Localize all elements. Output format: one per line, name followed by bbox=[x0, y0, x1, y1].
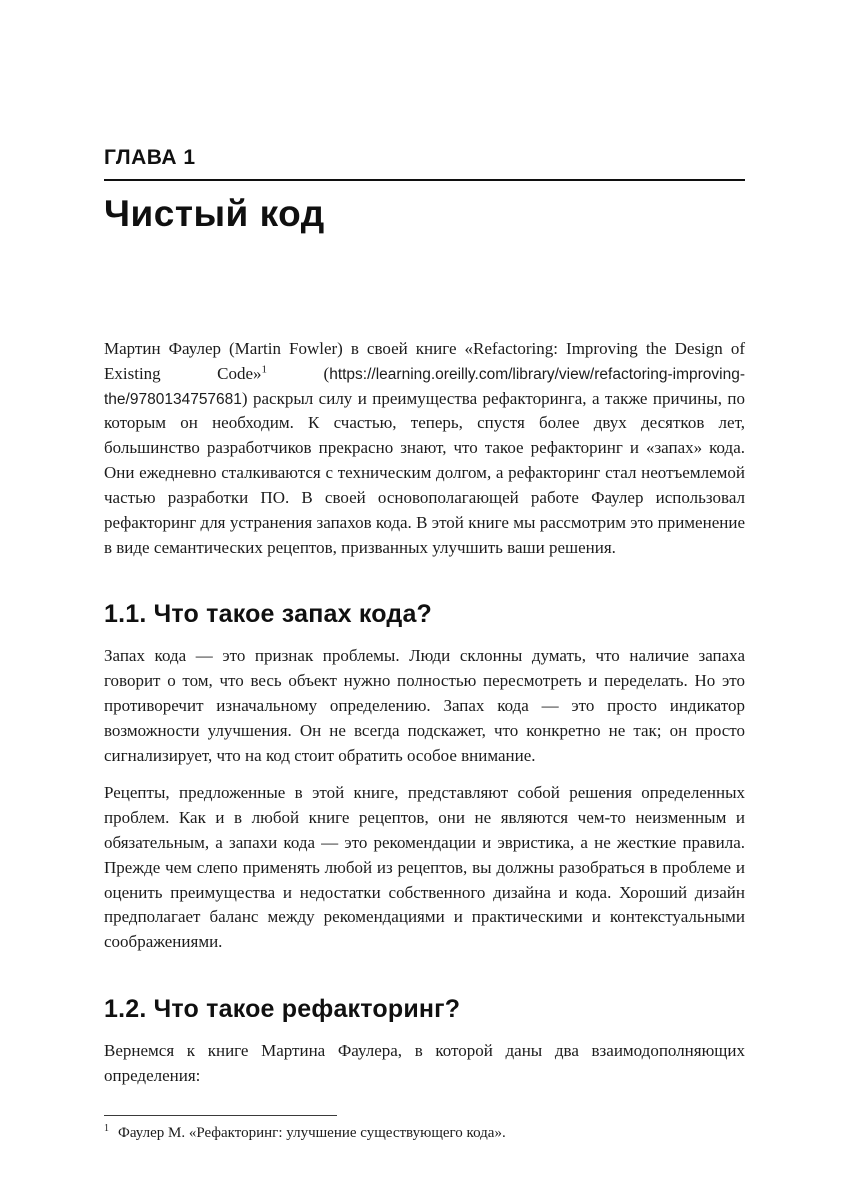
page-content bbox=[104, 337, 745, 1089]
section-heading-1-2: 1.2. Что такое рефакторинг? bbox=[104, 995, 461, 1024]
oreilly-book-link[interactable]: https://learning.oreilly.com/library/view/refactoring-improving-the/9780134757681 bbox=[104, 365, 745, 408]
footnote-area bbox=[104, 1115, 745, 1143]
chapter-label: ГЛАВА 1 bbox=[104, 146, 196, 169]
section-1-1-paragraph-2: Рецепты, предложенные в этой книге, представляют собой решения определенных проблем. Как и в любой книге рецептов, они не являются чем-то неизменным и обязательным, а запахи кода — это рекомендации и эвристика, а не жесткие правила. Прежде чем слепо применять любой из рецептов, вы должны разобраться в проблеме и оценить преимущества и недостатки собственного дизайна и кода. Хороший дизайн предполагает баланс между рекомендациями и практическими и контекстуальными соображениями. bbox=[104, 783, 745, 952]
section-1-1-paragraph-1: Запах кода — это признак проблемы. Люди склонны думать, что наличие запаха говорит о том, что весь объект нужно полностью пересмотреть и переделать. Но это противоречит изначальному определению. Запах кода — это просто индикатор возможности улучшения. Он не всегда подскажет, что конкретно не так; он просто сигнализирует, что на код стоит обратить особое внимание. bbox=[104, 646, 745, 765]
intro-paragraph bbox=[104, 337, 745, 560]
chapter-title: Чистый код bbox=[104, 193, 325, 234]
footnote-marker: 1 bbox=[104, 1122, 109, 1134]
footnote-text: Фаулер М. «Рефакторинг: улучшение существующего кода». bbox=[118, 1124, 506, 1141]
section-heading-1-1: 1.1. Что такое запах кода? bbox=[104, 600, 433, 629]
section-1-2-paragraph: Вернемся к книге Мартина Фаулера, в которой даны два взаимодополняющих определения: bbox=[104, 1041, 745, 1085]
footnote-rule bbox=[104, 1115, 337, 1116]
intro-open-paren: ( bbox=[267, 363, 330, 383]
chapter-rule bbox=[104, 179, 745, 181]
footnote bbox=[104, 1123, 745, 1143]
footnote-reference: 1 bbox=[261, 363, 268, 376]
intro-text-before-link: Мартин Фаулер (Martin Fowler) в своей книге «Refactoring: Improving the Design of Existing Code» bbox=[104, 339, 745, 383]
intro-text-after-link: ) раскрыл силу и преимущества рефакторинга, а также причины, по которым он необходим. К счастью, теперь, спустя более двух десятков лет, большинство разработчиков прекрасно знают, что такое рефакторинг и «запах» кода. Они ежедневно сталкиваются с техническим долгом, а рефакторинг стал неотъемлемой частью разработки ПО. В своей основополагающей работе Фаулер использовал рефакторинг для устранения запахов кода. В этой книге мы рассмотрим это применение в виде семантических рецептов, призванных улучшить ваши решения. bbox=[104, 388, 745, 557]
chapter-header bbox=[104, 146, 745, 235]
